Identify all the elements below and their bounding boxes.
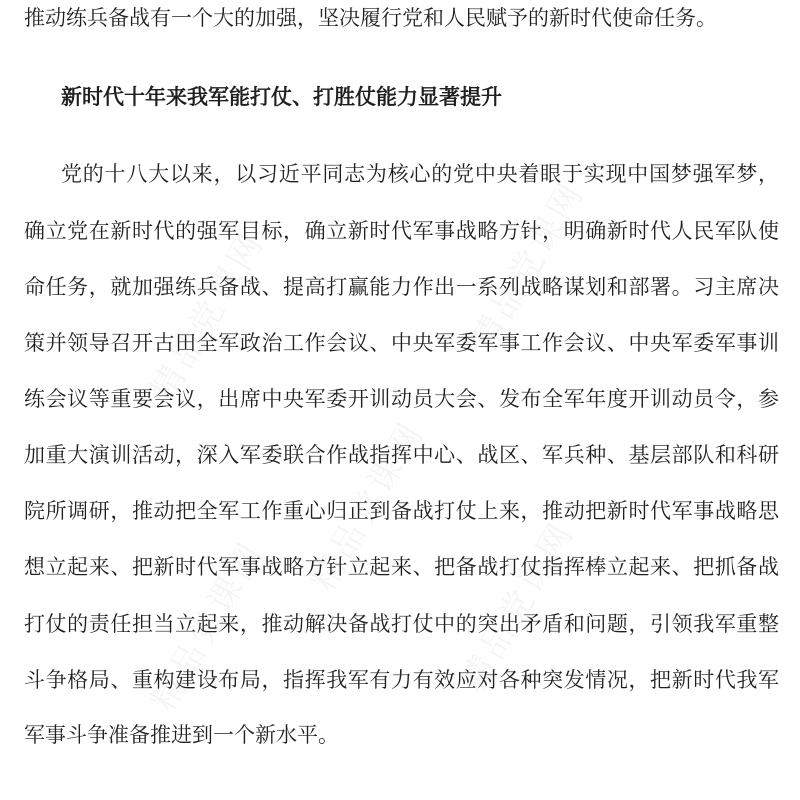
- paragraph-line: 院所调研，推动把全军工作重心归正到备战打仗上来，推动把新时代军事战略思: [24, 499, 779, 523]
- paragraph-line: 策并领导召开古田全军政治工作会议、中央军委军事工作会议、中央军委军事训: [24, 331, 779, 355]
- watermark: [136, 220, 273, 409]
- paragraph-line: 命任务，就加强练兵备战、提高打赢能力作出一系列战略谋划和部署。习主席决: [24, 275, 779, 299]
- paragraph-line: 军事斗争准备推进到一个新水平。: [24, 723, 339, 747]
- paragraph-line: 党的十八大以来，以习近平同志为核心的党中央着眼于实现中国梦强军梦，: [61, 162, 779, 186]
- section-heading: 新时代十年来我军能打仗、打胜仗能力显著提升: [61, 85, 502, 109]
- paragraph-line: 加重大演训活动，深入军委联合作战指挥中心、战区、军兵种、基层部队和科研: [24, 443, 779, 467]
- paragraph-line: 确立党在新时代的强军目标，确立新时代军事战略方针，明确新时代人民军队使: [24, 219, 779, 243]
- paragraph-line: 斗争格局、重构建设布局，指挥我军有力有效应对各种突发情况，把新时代我军: [24, 668, 779, 692]
- paragraph-line: 想立起来、把新时代军事战略方针立起来、把备战打仗指挥棒立起来、把抓备战: [24, 555, 779, 579]
- paragraph-line: 练会议等重要会议，出席中央军委开训动员大会、发布全军年度开训动员令，参: [24, 387, 779, 411]
- paragraph-line: 打仗的责任担当立起来，推动解决备战打仗中的突出矛盾和问题，引领我军重整: [24, 612, 779, 636]
- previous-paragraph-tail: 推动练兵备战有一个大的加强，坚决履行党和人民赋予的新时代使命任务。: [24, 6, 717, 30]
